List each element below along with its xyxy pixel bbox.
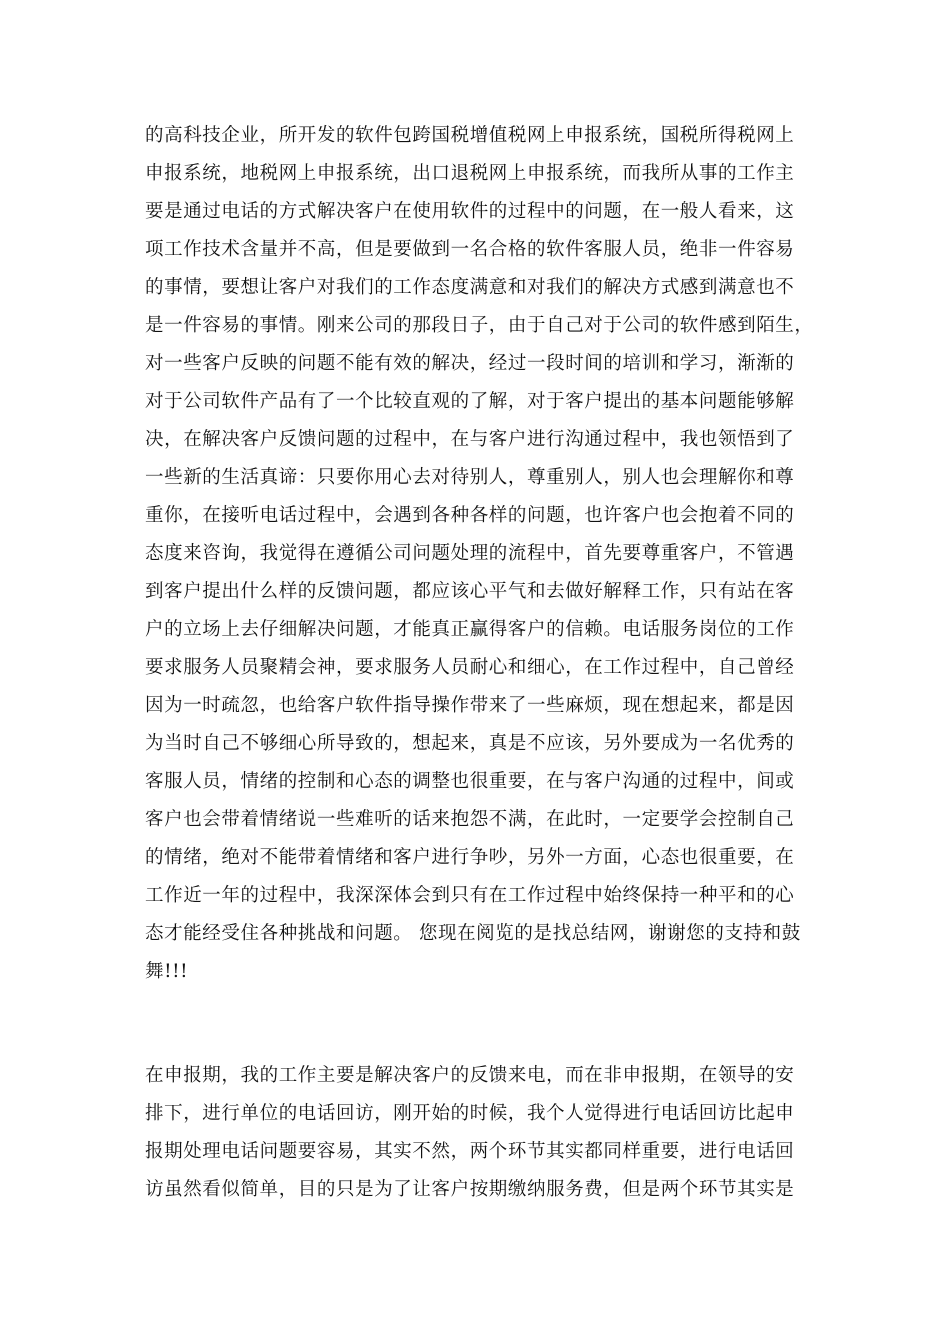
text-line: 决，在解决客户反馈问题的过程中，在与客户进行沟通过程中，我也领悟到了: [145, 429, 795, 450]
text-line: 在申报期，我的工作主要是解决客户的反馈来电，而在非申报期，在领导的安: [145, 1065, 795, 1086]
text-line: 到客户提出什么样的反馈问题，都应该心平气和去做好解释工作，只有站在客: [145, 581, 795, 602]
text-line: 项工作技术含量并不高，但是要做到一名合格的软件客服人员，绝非一件容易: [145, 239, 795, 260]
text-line: 客户也会带着情绪说一些难听的话来抱怨不满，在此时，一定要学会控制自己: [145, 809, 795, 830]
text-line: 的高科技企业，所开发的软件包跨国税增值税网上申报系统，国税所得税网上: [145, 125, 795, 146]
text-line: 要求服务人员聚精会神，要求服务人员耐心和细心，在工作过程中，自己曾经: [145, 657, 795, 678]
text-line: 对一些客户反映的问题不能有效的解决，经过一段时间的培训和学习，渐渐的: [145, 353, 795, 374]
text-line: 要是通过电话的方式解决客户在使用软件的过程中的问题，在一般人看来，这: [145, 201, 795, 222]
text-line: 一些新的生活真谛：只要你用心去对待别人，尊重别人，别人也会理解你和尊: [145, 467, 795, 488]
text-line: 是一件容易的事情。刚来公司的那段日子，由于自己对于公司的软件感到陌生，: [145, 315, 814, 336]
text-line: 态才能经受住各种挑战和问题。 您现在阅览的是找总结网，谢谢您的支持和鼓: [145, 923, 801, 944]
text-line: 对于公司软件产品有了一个比较直观的了解，对于客户提出的基本问题能够解: [145, 391, 795, 412]
text-line: 访虽然看似简单，目的只是为了让客户按期缴纳服务费，但是两个环节其实是: [145, 1179, 795, 1200]
text-line: 客服人员，情绪的控制和心态的调整也很重要，在与客户沟通的过程中，间或: [145, 771, 795, 792]
text-line: 的事情，要想让客户对我们的工作态度满意和对我们的解决方式感到满意也不: [145, 277, 795, 298]
text-line: 申报系统，地税网上申报系统，出口退税网上申报系统，而我所从事的工作主: [145, 163, 795, 184]
text-line: 排下，进行单位的电话回访，刚开始的时候，我个人觉得进行电话回访比起申: [145, 1103, 795, 1124]
text-line: 户的立场上去仔细解决问题，才能真正赢得客户的信赖。电话服务岗位的工作: [145, 619, 795, 640]
text-line: 因为一时疏忽，也给客户软件指导操作带来了一些麻烦，现在想起来，都是因: [145, 695, 795, 716]
text-line: 态度来咨询，我觉得在遵循公司问题处理的流程中，首先要尊重客户，不管遇: [145, 543, 795, 564]
text-line: 舞!!!: [145, 961, 189, 982]
text-line: 工作近一年的过程中，我深深体会到只有在工作过程中始终保持一种平和的心: [145, 885, 795, 906]
text-line: 为当时自己不够细心所导致的，想起来，真是不应该，另外要成为一名优秀的: [145, 733, 795, 754]
text-line: 重你，在接听电话过程中，会遇到各种各样的问题，也许客户也会抱着不同的: [145, 505, 795, 526]
text-line: 的情绪，绝对不能带着情绪和客户进行争吵，另外一方面，心态也很重要，在: [145, 847, 795, 868]
text-line: 报期处理电话问题要容易，其实不然，两个环节其实都同样重要，进行电话回: [145, 1141, 795, 1162]
